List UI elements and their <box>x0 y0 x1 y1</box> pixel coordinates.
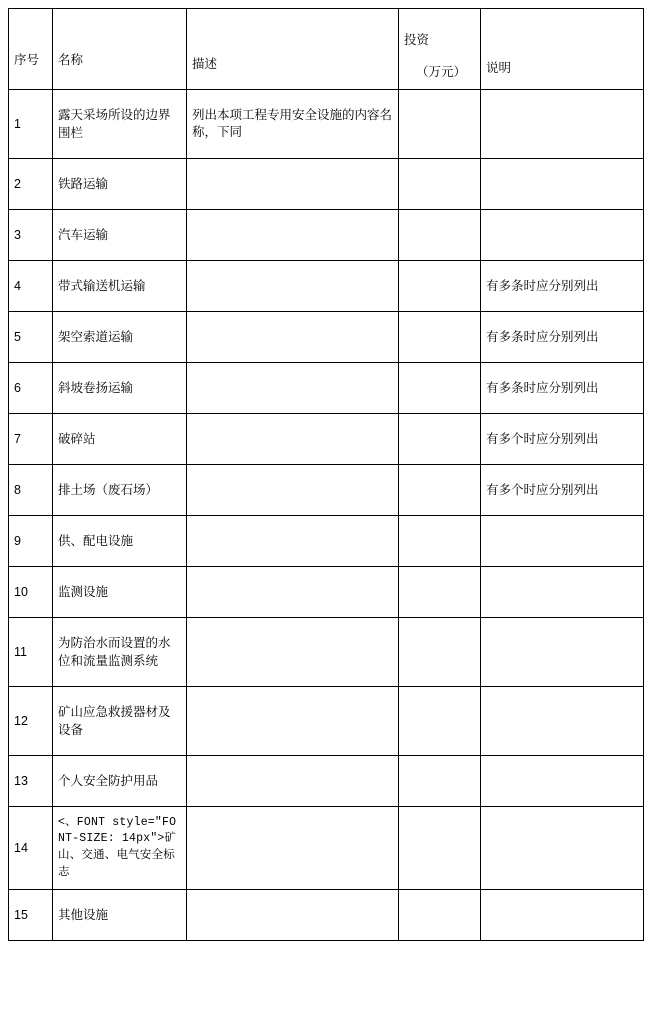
safety-facilities-table <box>8 8 644 941</box>
cell-desc <box>187 567 399 618</box>
cell-no: 9 <box>9 516 53 567</box>
cell-investment <box>399 159 481 210</box>
cell-note <box>481 756 644 807</box>
table-row <box>9 312 644 363</box>
cell-desc <box>187 687 399 756</box>
cell-desc <box>187 465 399 516</box>
cell-investment <box>399 807 481 890</box>
table-row <box>9 159 644 210</box>
table-row <box>9 465 644 516</box>
cell-name <box>53 756 187 807</box>
cell-desc <box>187 890 399 941</box>
cell-name <box>53 414 187 465</box>
cell-note <box>481 687 644 756</box>
cell-name-text: 其他设施 <box>58 907 109 922</box>
table-row <box>9 414 644 465</box>
cell-no: 12 <box>9 687 53 756</box>
cell-name-text: 个人安全防护用品 <box>58 773 159 788</box>
cell-investment <box>399 618 481 687</box>
cell-desc <box>187 618 399 687</box>
cell-name-text: 汽车运输 <box>58 227 109 242</box>
cell-name <box>53 159 187 210</box>
cell-desc <box>187 312 399 363</box>
cell-note <box>481 516 644 567</box>
table-row <box>9 756 644 807</box>
header-label-name: 名称 <box>58 52 84 67</box>
cell-name <box>53 687 187 756</box>
table-row <box>9 516 644 567</box>
cell-desc <box>187 756 399 807</box>
header-cell-note <box>481 9 644 90</box>
cell-investment <box>399 312 481 363</box>
cell-name <box>53 363 187 414</box>
cell-investment <box>399 210 481 261</box>
header-label-note: 说明 <box>486 60 512 75</box>
cell-investment <box>399 516 481 567</box>
table-row <box>9 363 644 414</box>
cell-no: 7 <box>9 414 53 465</box>
cell-investment <box>399 414 481 465</box>
table-row <box>9 687 644 756</box>
header-label-investment: 投资 <box>404 33 430 48</box>
cell-note: 有多个时应分别列出 <box>481 414 644 465</box>
cell-desc <box>187 414 399 465</box>
table-row <box>9 890 644 941</box>
cell-name-text: 带式输送机运输 <box>58 278 146 293</box>
cell-name-text: <、FONT style="FONT-SIZE: 14px">矿山、交通、电气安全标志 <box>58 815 177 879</box>
cell-desc <box>187 210 399 261</box>
header-row <box>9 9 644 90</box>
cell-desc-text: 列出本项工程专用安全设施的内容名称，下同 <box>192 107 393 139</box>
cell-desc <box>187 807 399 890</box>
cell-name <box>53 210 187 261</box>
cell-note <box>481 90 644 159</box>
cell-note <box>481 159 644 210</box>
cell-no: 14 <box>9 807 53 890</box>
table-row <box>9 90 644 159</box>
header-label-desc: 描述 <box>192 56 218 71</box>
cell-no: 10 <box>9 567 53 618</box>
header-cell-no <box>9 9 53 90</box>
cell-no: 11 <box>9 618 53 687</box>
cell-desc <box>187 516 399 567</box>
cell-no: 5 <box>9 312 53 363</box>
cell-name-text: 斜坡卷扬运输 <box>58 380 134 395</box>
cell-name-text: 监测设施 <box>58 584 109 599</box>
cell-name-text: 露天采场所设的边界围栏 <box>58 107 171 140</box>
cell-name-text: 破碎站 <box>58 431 96 446</box>
cell-no: 15 <box>9 890 53 941</box>
cell-note <box>481 890 644 941</box>
header-cell-name <box>53 9 187 90</box>
cell-investment <box>399 465 481 516</box>
table-row <box>9 210 644 261</box>
cell-investment <box>399 567 481 618</box>
cell-name-text: 为防治水而设置的水位和流量监测系统 <box>58 635 171 668</box>
cell-no: 13 <box>9 756 53 807</box>
cell-name-text: 排土场（废石场） <box>58 482 159 497</box>
cell-no: 4 <box>9 261 53 312</box>
cell-note: 有多条时应分别列出 <box>481 312 644 363</box>
cell-name <box>53 516 187 567</box>
table-row <box>9 567 644 618</box>
cell-no: 8 <box>9 465 53 516</box>
table-body <box>9 90 644 941</box>
header-label-investment-unit: （万元） <box>416 64 467 79</box>
cell-name <box>53 312 187 363</box>
cell-investment <box>399 890 481 941</box>
cell-name <box>53 567 187 618</box>
cell-name <box>53 261 187 312</box>
table-row <box>9 618 644 687</box>
cell-no: 1 <box>9 90 53 159</box>
cell-no: 2 <box>9 159 53 210</box>
cell-name <box>53 807 187 890</box>
cell-note: 有多个时应分别列出 <box>481 465 644 516</box>
cell-desc <box>187 363 399 414</box>
cell-name-text: 铁路运输 <box>58 176 109 191</box>
table-row <box>9 261 644 312</box>
cell-name <box>53 890 187 941</box>
cell-investment <box>399 756 481 807</box>
table-row <box>9 807 644 890</box>
cell-note: 有多条时应分别列出 <box>481 363 644 414</box>
header-cell-investment <box>399 9 481 90</box>
cell-no: 3 <box>9 210 53 261</box>
cell-note <box>481 807 644 890</box>
cell-investment <box>399 90 481 159</box>
cell-note: 有多条时应分别列出 <box>481 261 644 312</box>
cell-investment <box>399 363 481 414</box>
cell-note <box>481 210 644 261</box>
header-cell-desc <box>187 9 399 90</box>
cell-no: 6 <box>9 363 53 414</box>
cell-investment <box>399 687 481 756</box>
header-label-no: 序号 <box>14 52 40 67</box>
cell-desc <box>187 90 399 159</box>
cell-note <box>481 618 644 687</box>
cell-name <box>53 465 187 516</box>
cell-investment <box>399 261 481 312</box>
cell-name <box>53 618 187 687</box>
cell-note <box>481 567 644 618</box>
cell-desc <box>187 159 399 210</box>
cell-name <box>53 90 187 159</box>
cell-desc <box>187 261 399 312</box>
cell-name-text: 供、配电设施 <box>58 533 134 548</box>
cell-name-text: 架空索道运输 <box>58 329 134 344</box>
table-header <box>9 9 644 90</box>
cell-name-text: 矿山应急救援器材及设备 <box>58 704 171 737</box>
